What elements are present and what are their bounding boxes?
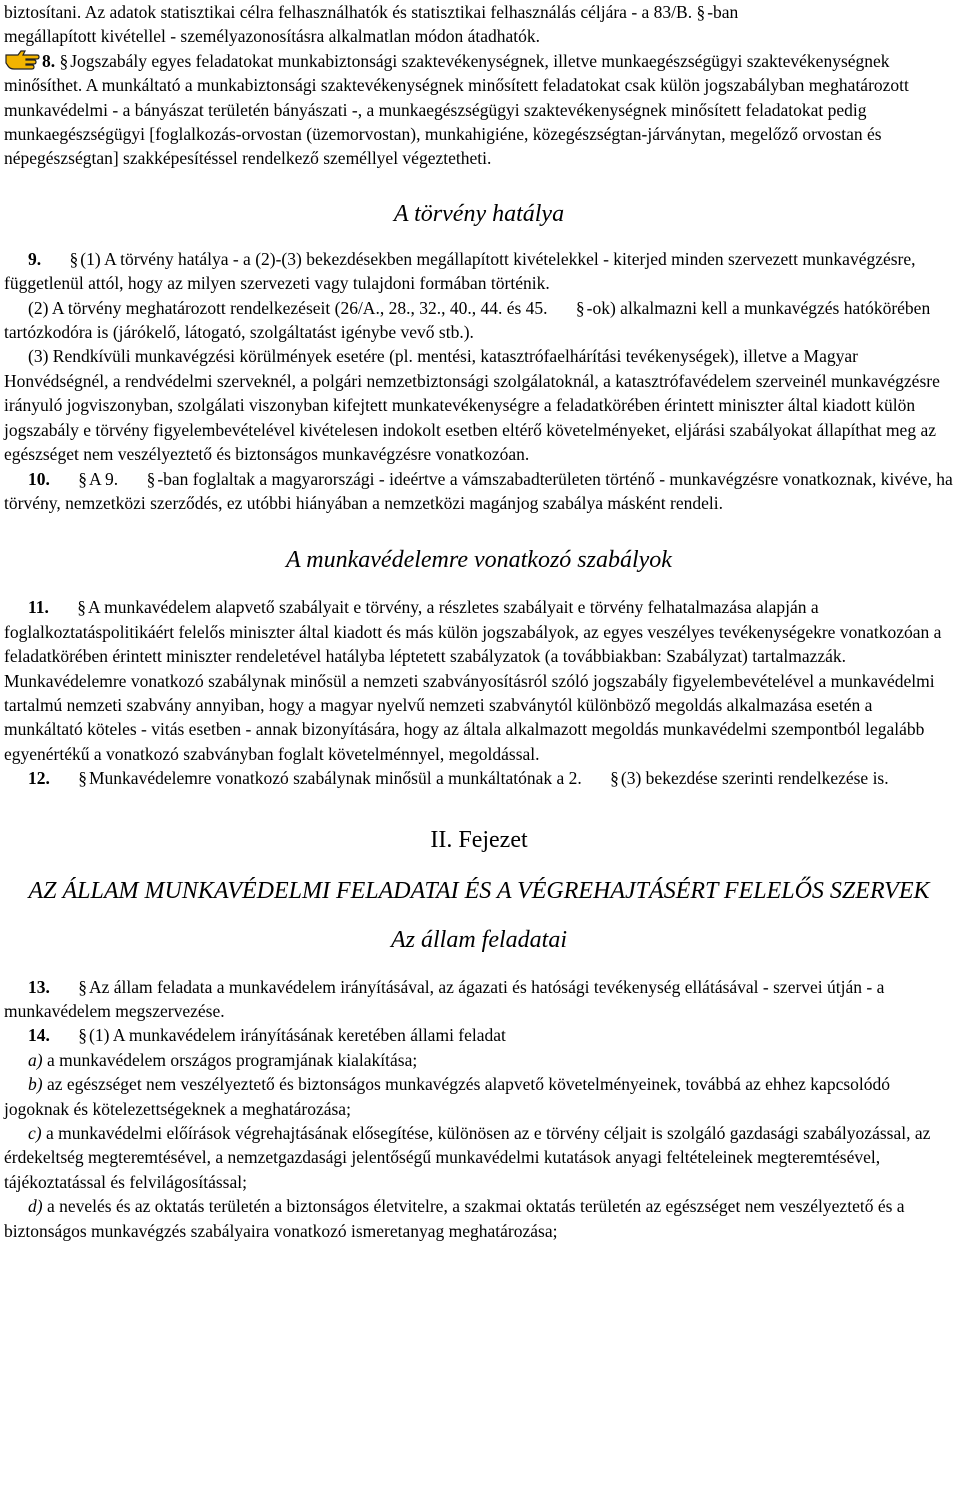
section-number: 14. — [28, 1025, 50, 1046]
list-item-text: a munkavédelmi előírások végrehajtásának elősegítése, különösen az e törvény céljait is szolgáló gazdasági szabályozással, az érdekeltség megteremtésével, a nemzetgazdasági jelentőségű munkavédelmi kutatások anyagi feltételeinek megteremtésével, tájékoztatással és felvilágosítással; — [4, 1123, 931, 1192]
intro-line-2: megállapított kivétellel - személyazonosításra alkalmatlan módon átadhatók. — [4, 26, 540, 47]
section-number: 8. — [42, 50, 56, 71]
section-number: 9. — [28, 248, 42, 269]
list-item-label: c) — [28, 1123, 42, 1143]
heading-chapter: II. Fejezet — [430, 826, 528, 853]
section-number: 10. — [28, 468, 50, 489]
section-9-paragraph-1 — [4, 247, 954, 296]
heading-munkavedelem-szabalyok: A munkavédelemre vonatkozó szabályok — [286, 547, 672, 574]
list-item — [4, 1121, 954, 1194]
section-sign: § — [78, 1025, 87, 1046]
heading-torveny-hatalya: A törvény hatálya — [393, 200, 565, 227]
section-9-p3-text: (3) Rendkívüli munkavégzési körülmények esetére (pl. mentési, katasztrófaelhárítási tevékenységek), illetve a Magyar Honvédségnél, a rendvédelmi szerveknél, a polgári nemzetbiztonsági szolgálatoknál, a katasztrófavédelem szerveinél munkavégzésre irányuló jogviszonyban, szolgálati viszonyban kifejtett munkatevékenységre a feladatkörében érintett miniszter által kiadott külön jogszabály e törvény figyelembevételével kivételesen indokolt esetben eltérő követelményeket, eljárási szabályokat állapíthat meg az egészséget nem veszélyeztető és biztonságos munkavégzésre vonatkozóan. — [4, 346, 940, 465]
pointing-hand-icon[interactable] — [4, 49, 40, 71]
list-item-text: a nevelés és az oktatás területén a biztonságos életvitelre, a szakmai oktatás területén az egészséget nem veszélyeztető és a biztonságos munkavégzés szabályaira vonatkozó ismeretanyag meghatározása; — [4, 1196, 905, 1241]
list-item-label: d) — [28, 1196, 43, 1217]
list-item — [4, 1194, 954, 1243]
section-sign: § — [69, 248, 79, 269]
section-12-text-b: (3) bekezdése szerinti rendelkezése is. — [620, 768, 889, 789]
section-8 — [4, 49, 954, 171]
heading-allam-munkavedelmi: AZ ÁLLAM MUNKAVÉDELMI FELADATAI ÉS A VÉGREHAJTÁSÉRT FELELŐS SZERVEK — [28, 877, 930, 904]
intro-line-1: biztosítani. Az adatok statisztikai célra felhasználhatók és statisztikai felhasználás céljára - a 83/B. — [4, 2, 693, 22]
section-13 — [4, 975, 954, 1024]
section-number: 12. — [28, 768, 50, 789]
section-number: 13. — [28, 976, 50, 997]
section-11 — [4, 595, 954, 766]
section-sign: § — [59, 50, 69, 71]
section-9-p1-text: (1) A törvény hatálya - a (2)-(3) bekezdésekben megállapított kivételekkel - kiterjed minden szervezett munkavégzésre, függetlenül attól, hogy az milyen szervezeti vagy tulajdoni formában történik. — [4, 248, 916, 294]
list-item-text: az egészséget nem veszélyeztető és biztonságos munkavégzés alapvető követelményeinek, továbbá az ehhez kapcsolódó jogoknak és kötelezettségeknek a meghatározása; — [4, 1074, 891, 1119]
section-sign: § — [146, 468, 156, 489]
list-item-label: a) — [28, 1049, 43, 1070]
section-11-text: A munkavédelem alapvető szabályait e törvény, a részletes szabályait e törvény felhatalmazása alapján a foglalkoztatáspolitikáért felelős miniszter által kiadott és más külön jogszabályok, az egyes veszélyes tevékenységekre vonatkozóan a feladatkörében érintett miniszter rendeletével hatályba léptetett szabályzatok (a továbbiakban: Szabályzat) tartalmazzák. Munkavédelemre vonatkozó szabálynak minősül a nemzeti szabványosításról szóló jogszabály figyelembevételével a munkavédelmi tartalmú nemzeti szabvány annyiban, hogy a magyar nyelvű nemzeti szabványtól különböző megoldás alkalmazása esetén a munkáltató köteles - vitás esetben - annak bizonyítására, hogy az általa alkalmazott megoldás munkavédelmi szempontból legalább egyenértékű a vonatkozó szabványban foglalt követelménnyel, megoldással. — [4, 597, 942, 764]
intro-line-1-tail: -ban — [707, 2, 739, 22]
section-9-p2-text-a: (2) A törvény meghatározott rendelkezéseit (26/A., 28., 32., 40., 44. és 45. — [28, 297, 548, 318]
section-sign: § — [696, 2, 706, 22]
section-sign: § — [78, 468, 87, 489]
section-9-paragraph-2 — [4, 296, 954, 345]
section-9-p2-text-b: -ok) alkalmazni kell a munkavégzés hatókörében tartózkodóra is (járókelő, látogató, szolgáltatást igénybe vevő stb.). — [4, 297, 931, 343]
section-10-text-a: A 9. — [89, 468, 119, 489]
section-14-intro — [4, 1023, 954, 1047]
section-number: 11. — [28, 597, 49, 618]
list-item-label: b) — [28, 1074, 43, 1095]
section-sign: § — [77, 597, 87, 618]
intro-paragraph — [4, 0, 954, 49]
list-item — [4, 1048, 954, 1072]
section-10 — [4, 467, 954, 516]
section-12-text-a: Munkavédelemre vonatkozó szabálynak minősül a munkáltatónak a 2. — [89, 768, 582, 789]
list-item-text: a munkavédelem országos programjának kialakítása; — [46, 1049, 418, 1070]
list-item — [4, 1072, 954, 1121]
section-sign: § — [78, 976, 87, 997]
section-sign: § — [575, 297, 585, 318]
heading-allam-feladatai: Az állam feladatai — [391, 926, 567, 953]
section-10-text-b: -ban foglaltak a magyarországi - ideértve a vámszabadterületen történő - munkavégzésre vonatkoznak, kivéve, ha törvény, nemzetközi szerződés, ez utóbbi hiányában a nemzetközi magánjog szabálya másként rendeli. — [4, 468, 953, 513]
section-9-paragraph-3 — [4, 344, 954, 466]
section-13-text: Az állam feladata a munkavédelem irányításával, az ágazati és hatósági tevékenység ellátásával - szervei útján - a munkavédelem megszervezése. — [4, 976, 885, 1021]
section-12 — [4, 766, 954, 790]
section-sign: § — [78, 768, 87, 789]
section-8-text: Jogszabály egyes feladatokat munkabiztonsági szaktevékenységnek, illetve munkaegészségügyi szaktevékenységnek minősíthet. A munkáltató a munkabiztonsági szaktevékenységnek minősített feladatokat csak külön jogszabályban meghatározott munkavédelmi - a bányászat területén bányászati -, a munkaegészségügyi szaktevékenységnek minősített feladatokat pedig munkaegészségügyi [foglalkozás-orvostan (üzemorvostan), munkahigiéne, közegészségtan-járványtan, megelőző orvostan és népegészségtan] szakképesítéssel rendelkező személlyel végeztetheti. — [4, 50, 909, 169]
section-sign: § — [610, 768, 619, 789]
section-14-intro-text: (1) A munkavédelem irányításának keretében állami feladat — [89, 1025, 506, 1046]
